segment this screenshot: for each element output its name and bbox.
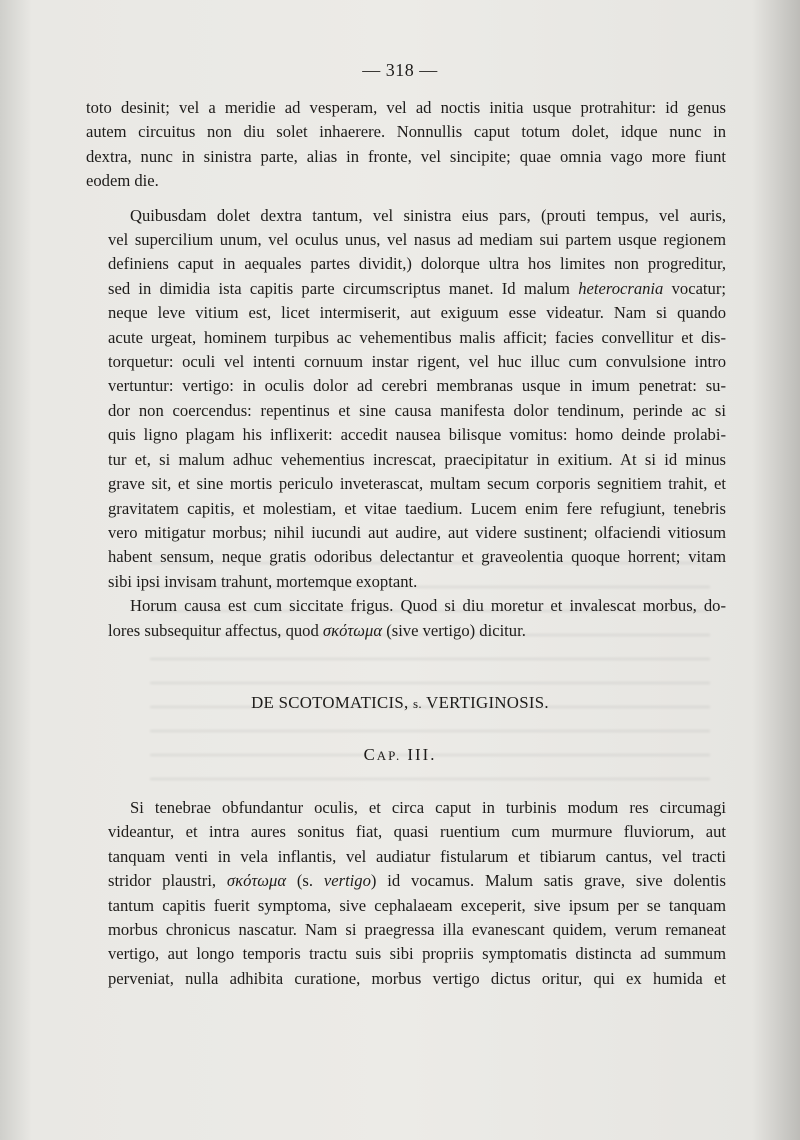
- greek-term: σκότωμα: [226, 871, 287, 891]
- text-line: definiens caput in aequales partes dividit,) dolorque ultra hos limites non progreditur,: [108, 254, 726, 274]
- paragraph-3: [86, 594, 726, 643]
- greek-term: σκότωμα: [322, 620, 383, 640]
- text-line-with-terms: [86, 869, 726, 893]
- chapter-number: III.: [401, 745, 437, 764]
- text-line: autem circuitus non diu solet inhaerere. Nonnullis caput totum dolet, idque nunc in: [86, 122, 726, 142]
- text-line: vero mitigatur morbus; nihil iucundi aut audire, aut videre sustinent; olfaciendi vitiosum: [108, 522, 726, 542]
- text-line: vertuntur: vertigo: in oculis dolor ad cerebri membranas usque in imum penetrat: su-: [108, 376, 726, 396]
- heading-part-small: s.: [413, 696, 422, 711]
- text-line: toto desinit; vel a meridie ad vesperam, vel ad noctis initia usque protrahitur: id genus: [86, 98, 726, 117]
- text-fragment: sed in dimidia ista capitis parte circumscriptus manet. Id malum: [108, 278, 579, 298]
- text-line: tantum capitis fuerit symptoma, sive cephalaeam exceperit, sive ipsum per se tanquam: [108, 895, 726, 915]
- text-line: quis ligno plagam his inflixerit: accedit nausea bilisque vomitus: homo deinde prolabi-: [108, 425, 726, 445]
- section-heading: [0, 693, 800, 713]
- text-line: dor non coercendus: repentinus et sine causa manifesta dolor tendinum, perinde ac si: [108, 400, 726, 420]
- text-line: vertigo, aut longo temporis tractu suis sibi propriis symptomatis distincta ad summum: [108, 944, 726, 964]
- paragraph-4: [86, 796, 726, 991]
- paragraph-1: [86, 96, 726, 194]
- heading-part: VERTIGINOSIS.: [421, 693, 549, 712]
- text-line: tanquam venti in vela inflantis, vel audiatur fistularum et tibiarum cantus, vel tracti: [108, 846, 726, 866]
- heading-part: DE SCOTOMATICIS,: [251, 693, 414, 712]
- page-number: — 318 —: [362, 60, 438, 80]
- chapter-heading: [0, 745, 800, 765]
- text-line: dextra, nunc in sinistra parte, alias in fronte, vel sincipite; quae omnia vago more fiunt: [86, 146, 726, 166]
- text-fragment: lores subsequitur affectus, quod: [108, 620, 323, 640]
- text-line: vel supercilium unum, vel oculus unus, vel nasus ad mediam sui partem usque regionem: [108, 230, 726, 250]
- italic-term: heterocrania: [578, 278, 664, 298]
- text-line: gravitatem capitis, et molestiam, et vitae taedium. Lucem enim fere refugiunt, tenebris: [108, 498, 726, 518]
- text-fragment: (sive vertigo) dicitur.: [382, 620, 526, 640]
- text-block-upper: [86, 96, 726, 643]
- text-line: sibi ipsi invisam trahunt, mortemque exoptant.: [108, 571, 418, 591]
- text-line: grave sit, et sine mortis periculo inveterascat, multam secum corporis segnitiem trahit, et: [108, 474, 726, 494]
- text-line-with-term: [86, 277, 726, 301]
- text-line: videantur, et intra aures sonitus fiat, quasi ruentium cum murmure fluviorum, aut: [108, 822, 726, 842]
- text-line: Si tenebrae obfundantur oculis, et circa caput in turbinis modum res circumagi: [130, 798, 726, 817]
- text-line: tur et, si malum adhuc vehementius increscat, praecipitatur in exitium. At si id minus: [108, 449, 726, 469]
- text-line: habent sensum, neque gratis odoribus delectantur et graveolentia quoque horrent; vitam: [108, 547, 726, 567]
- text-fragment: vocatur;: [663, 278, 726, 298]
- text-line: Quibusdam dolet dextra tantum, vel sinistra eius pars, (prouti tempus, vel auris,: [130, 205, 726, 225]
- text-line-with-greek: [86, 619, 726, 643]
- chapter-initial: C: [363, 745, 377, 764]
- text-block-lower: [86, 796, 726, 991]
- paragraph-2: [86, 204, 726, 595]
- text-line: morbus chronicus nascatur. Nam si praegressa illa evanescant quidem, verum remaneat: [108, 920, 726, 940]
- text-line: torquetur: oculi vel intenti cornuum instar rigent, vel huc illuc cum convulsione intro: [108, 352, 726, 372]
- text-fragment: stridor plaustri,: [108, 871, 227, 891]
- text-line: neque leve vitium est, licet intermiserit, aut exiguum esse videatur. Nam si quando: [108, 303, 726, 323]
- text-line: eodem die.: [86, 171, 159, 191]
- text-fragment: (s.: [286, 871, 324, 891]
- italic-term: vertigo: [323, 871, 371, 891]
- chapter-label-small: AP.: [376, 748, 402, 763]
- text-line: Horum causa est cum siccitate frigus. Quod si diu moretur et invalescat morbus, do-: [130, 596, 726, 616]
- text-fragment: ) id vocamus. Malum satis grave, sive dolentis: [370, 871, 726, 891]
- text-line: perveniat, nulla adhibita curatione, morbus vertigo dictus oritur, qui ex humida et: [108, 968, 726, 988]
- text-line: acute urgeat, hominem turpibus ac vehementibus malis afficit; facies convellitur et dis-: [108, 327, 726, 347]
